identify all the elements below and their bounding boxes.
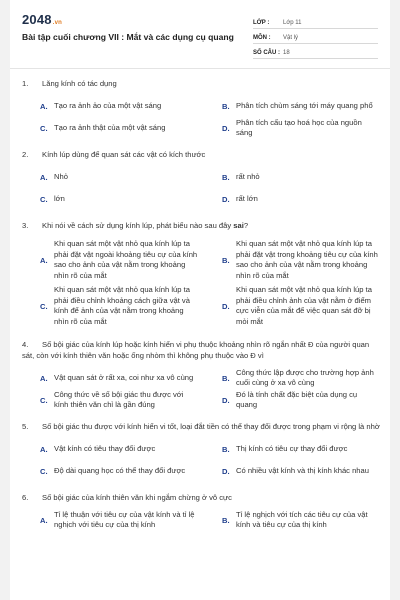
option-d[interactable]: D. Đó là tính chất đặc biệt của dụng cụ quang: [222, 389, 358, 409]
option-d[interactable]: D. Phân tích cấu tạo hoá học của nguồn sáng: [222, 117, 362, 137]
meta-row-question-count: SỐ CÂU : 18: [253, 44, 378, 59]
option-c[interactable]: C. lớn: [40, 193, 65, 204]
worksheet-meta: [253, 14, 378, 59]
option-a[interactable]: A. Khi quan sát một vật nhỏ qua kính lúp ta phải đặt vật ngoài khoảng tiêu cự của kính sao cho ảnh của vật nằm trong khoảng nhìn rõ của mắt: [40, 239, 198, 280]
question-3: 3. Khi nói về cách sử dụng kính lúp, phát biểu nào sau đây sai? A. Khi quan sát một vật nhỏ qua kính lúp ta phải đặt vật ngoài khoảng tiêu cự của kính sao cho ảnh của vật nằm trong khoảng nhìn rõ của mắt B. Khi quan sát một vật nhỏ qua kính lúp ta phải đặt vật trong khoảng tiêu cự của kính sao cho ảnh của vật nằm trong khoảng nhìn rõ của mắt C. Khi quan sát một vật nhỏ qua kính lúp ta phải điều chỉnh khoảng cách giữa vật và kính để ảnh của vật nằm trong khoảng nhìn rõ của mắt D. Khi quan sát một vật nhỏ qua kính lúp ta phải điều chỉnh ảnh của vật nằm ở điểm cực viễn của mắt để việc quan sát đỡ bị mỏi mắt: [22, 220, 380, 329]
question-2: [22, 149, 380, 210]
option-d[interactable]: D. rất lớn: [222, 193, 258, 204]
question-5: [22, 421, 380, 482]
question-list: [22, 78, 380, 541]
option-b[interactable]: B. Thị kính có tiêu cự thay đổi được: [222, 443, 348, 454]
question-text: Khi nói về cách sử dụng kính lúp, phát biểu nào sau đây: [42, 221, 234, 230]
header-divider: [10, 68, 390, 69]
option-a[interactable]: A. Tỉ lệ thuận với tiêu cự của vật kính và tỉ lệ nghịch với tiêu cự của thị kính: [40, 509, 195, 529]
meta-row-class: LỚP : Lớp 11: [253, 14, 378, 29]
question-text: Số bội giác của kính lúp hoặc kính hiển vi phụ thuộc khoảng nhìn rõ ngắn nhất Đ của người quan sát, còn với kính thiên văn hoặc ống nhòm thì không phụ thuộc vào Đ vì: [22, 340, 370, 360]
question-text: Kính lúp dùng để quan sát các vật có kích thước: [42, 150, 206, 159]
question-number: 4.: [22, 340, 29, 349]
option-b[interactable]: B. Công thức lập được cho trường hợp ảnh cuối cùng ở xa vô cùng: [222, 367, 374, 387]
question-number: 2.: [22, 150, 29, 159]
option-b[interactable]: B. rất nhỏ: [222, 171, 260, 182]
option-c[interactable]: C. Độ dài quang học có thể thay đổi được: [40, 465, 186, 476]
worksheet-header: [10, 0, 390, 62]
option-d[interactable]: D. Khi quan sát một vật nhỏ qua kính lúp ta phải điều chỉnh ảnh của vật nằm ở điểm cực viễn của mắt để việc quan sát đỡ bị mỏi mắt: [222, 285, 372, 326]
question-emphasis: sai: [233, 221, 244, 230]
option-c[interactable]: C. Khi quan sát một vật nhỏ qua kính lúp ta phải điều chỉnh khoảng cách giữa vật và kính để ảnh của vật nằm trong khoảng nhìn rõ của mắt: [40, 285, 190, 326]
option-b[interactable]: B. Tỉ lệ nghịch với tích các tiêu cự của vật kính và tiêu cự của thị kính: [222, 509, 368, 529]
option-b[interactable]: B. Khi quan sát một vật nhỏ qua kính lúp ta phải đặt vật trong khoảng tiêu cự của kính sao cho ảnh của vật nằm trong khoảng nhìn rõ của mắt: [222, 239, 378, 280]
question-number: 1.: [22, 79, 29, 88]
option-a[interactable]: A. Vật quan sát ở rất xa, coi như xa vô cùng: [40, 372, 194, 383]
question-4: [22, 339, 380, 411]
option-c[interactable]: C. Tạo ra ảnh thật của một vật sáng: [40, 122, 166, 133]
question-number: 5.: [22, 422, 29, 431]
option-a[interactable]: A. Nhỏ: [40, 171, 68, 182]
question-text: Số bội giác thu được với kính hiển vi tốt, loại đắt tiền có thể thay đổi được trong phạm vi rộng là nhờ: [42, 422, 380, 431]
option-a[interactable]: A. Vật kính có tiêu thay đổi được: [40, 443, 156, 454]
question-6: [22, 492, 380, 531]
question-text: Số bội giác của kính thiên văn khi ngắm chừng ở vô cực: [42, 493, 232, 502]
option-d[interactable]: D. Có nhiều vật kính và thị kính khác nhau: [222, 465, 369, 476]
question-number: 3.: [22, 221, 29, 230]
site-logo[interactable]: 2048.vn: [22, 12, 63, 27]
question-1: [22, 78, 380, 139]
option-a[interactable]: A. Tạo ra ảnh ảo của một vật sáng: [40, 100, 162, 111]
worksheet-page: [10, 0, 390, 600]
worksheet-title: Bài tập cuối chương VII : Mắt và các dụng cụ quang: [22, 32, 234, 42]
option-c[interactable]: C. Công thức về số bội giác thu được với kính thiên văn chỉ là gần đúng: [40, 389, 184, 409]
question-number: 6.: [22, 493, 29, 502]
option-b[interactable]: B. Phân tích chùm sáng tới máy quang phổ: [222, 100, 373, 111]
question-text: Lăng kính có tác dụng: [42, 79, 117, 88]
meta-row-subject: MÔN : Vật lý: [253, 29, 378, 44]
